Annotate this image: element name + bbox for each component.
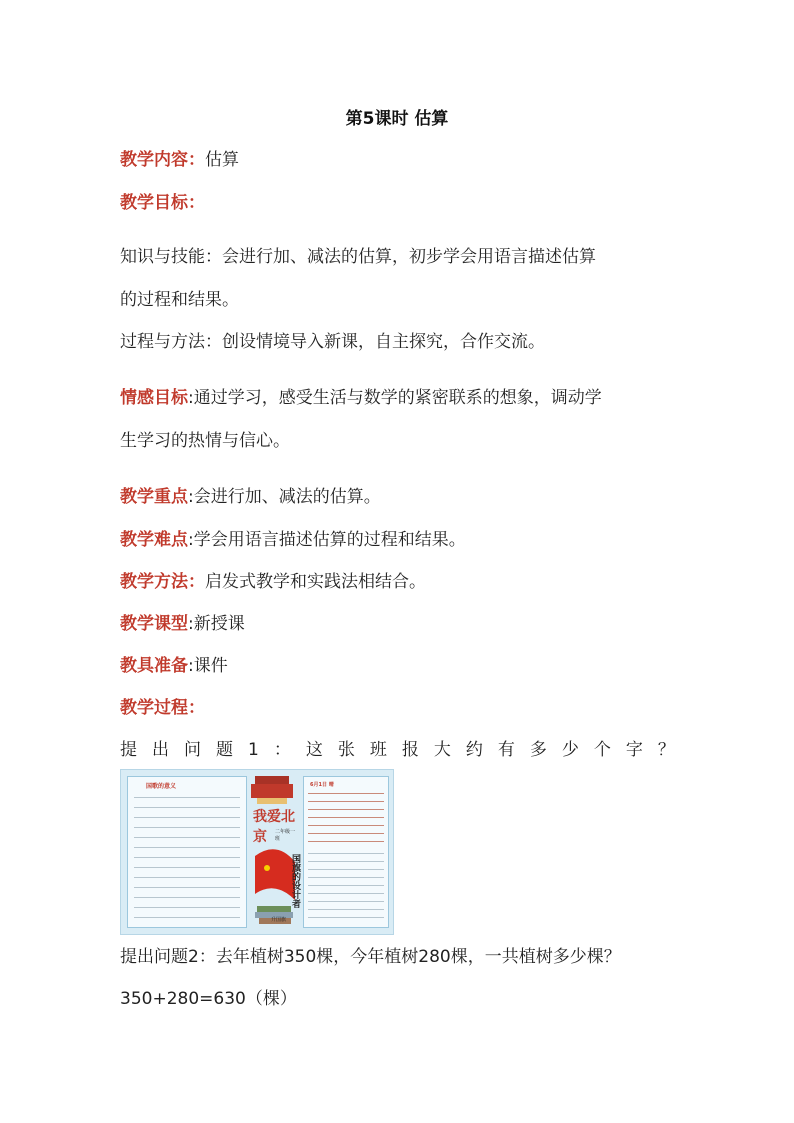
center-subtitle: 二年级一班 — [275, 829, 296, 842]
question-1-char: 张 — [337, 740, 355, 760]
type-label: 教学课型 — [120, 614, 188, 634]
key-label: 教学重点 — [120, 487, 188, 507]
question-1-char: 少 — [561, 740, 579, 760]
content-value: 估算 — [205, 150, 239, 170]
difficult-value: :学会用语言描述估算的过程和结果。 — [188, 530, 466, 550]
method-line — [120, 568, 675, 596]
emotion-line-2: 生学习的热情与信心。 — [120, 431, 290, 451]
procedure-label: 教学过程： — [120, 698, 205, 718]
method-value: 启发式教学和实践法相结合。 — [205, 572, 426, 592]
question-1-char: ？ — [657, 740, 675, 760]
type-value: :新授课 — [188, 614, 245, 634]
question-1-char: 报 — [401, 740, 419, 760]
left-panel-title: 国歌的意义 — [146, 783, 177, 790]
question-2: 提出问题2：去年植树350棵，今年植树280棵，一共植树多少棵？ — [120, 947, 621, 967]
question-1-char: 有 — [497, 740, 515, 760]
emotion-label: 情感目标 — [120, 388, 188, 408]
content-label: 教学内容： — [120, 150, 205, 170]
emotion-line-1 — [120, 384, 675, 412]
knowledge-line-1: 知识与技能：会进行加、减法的估算，初步学会用语言描述估算 — [120, 247, 596, 267]
question-1-char: 约 — [465, 740, 483, 760]
question-1-char: 提 — [120, 740, 137, 760]
goals-label: 教学目标： — [120, 193, 205, 213]
emotion-value-1: :通过学习，感受生活与数学的紧密联系的想象，调动学 — [188, 388, 602, 408]
question-1-char: 问 — [184, 740, 201, 760]
procedure-line — [120, 694, 675, 722]
answer-2: 350+280=630（棵） — [120, 989, 297, 1009]
class-newspaper-image — [120, 769, 394, 935]
question-1-char: ： — [273, 740, 291, 760]
question-1-char: 出 — [152, 740, 169, 760]
goals-line — [120, 189, 675, 217]
flag-designer-title: 国旗的设计者 — [290, 854, 300, 908]
difficult-line — [120, 526, 675, 554]
newspaper-center-panel — [247, 770, 297, 934]
question-1-char: 个 — [593, 740, 611, 760]
center-title: 我爱北京 — [253, 809, 295, 845]
newspaper-left-panel — [127, 776, 247, 928]
question-1-char: 大 — [433, 740, 451, 760]
key-value: :会进行加、减法的估算。 — [188, 487, 381, 507]
process-line: 过程与方法：创设情境导入新课，自主探究，合作交流。 — [120, 332, 545, 352]
question-1-char: 这 — [305, 740, 323, 760]
question-1 — [120, 736, 675, 764]
question-1-char: 多 — [529, 740, 547, 760]
key-line — [120, 483, 675, 511]
knowledge-line-2: 的过程和结果。 — [120, 290, 239, 310]
difficult-label: 教学难点 — [120, 530, 188, 550]
content-line — [120, 146, 675, 174]
question-1-char: 1 — [248, 740, 259, 760]
tools-line — [120, 652, 675, 680]
newspaper-right-panel — [303, 776, 389, 928]
question-1-char: 题 — [216, 740, 233, 760]
method-label: 教学方法： — [120, 572, 205, 592]
tiananmen-flag-illustration — [247, 770, 297, 934]
page-title: 第5课时 估算 — [345, 109, 449, 129]
type-line — [120, 610, 675, 638]
tools-value: :课件 — [188, 656, 228, 676]
question-1-char: 班 — [369, 740, 387, 760]
tools-label: 教具准备 — [120, 656, 188, 676]
raise-flag-caption: 升国旗 — [271, 917, 287, 923]
right-panel-heading: 6月1日 晴 — [310, 782, 334, 788]
question-1-char: 字 — [625, 740, 643, 760]
